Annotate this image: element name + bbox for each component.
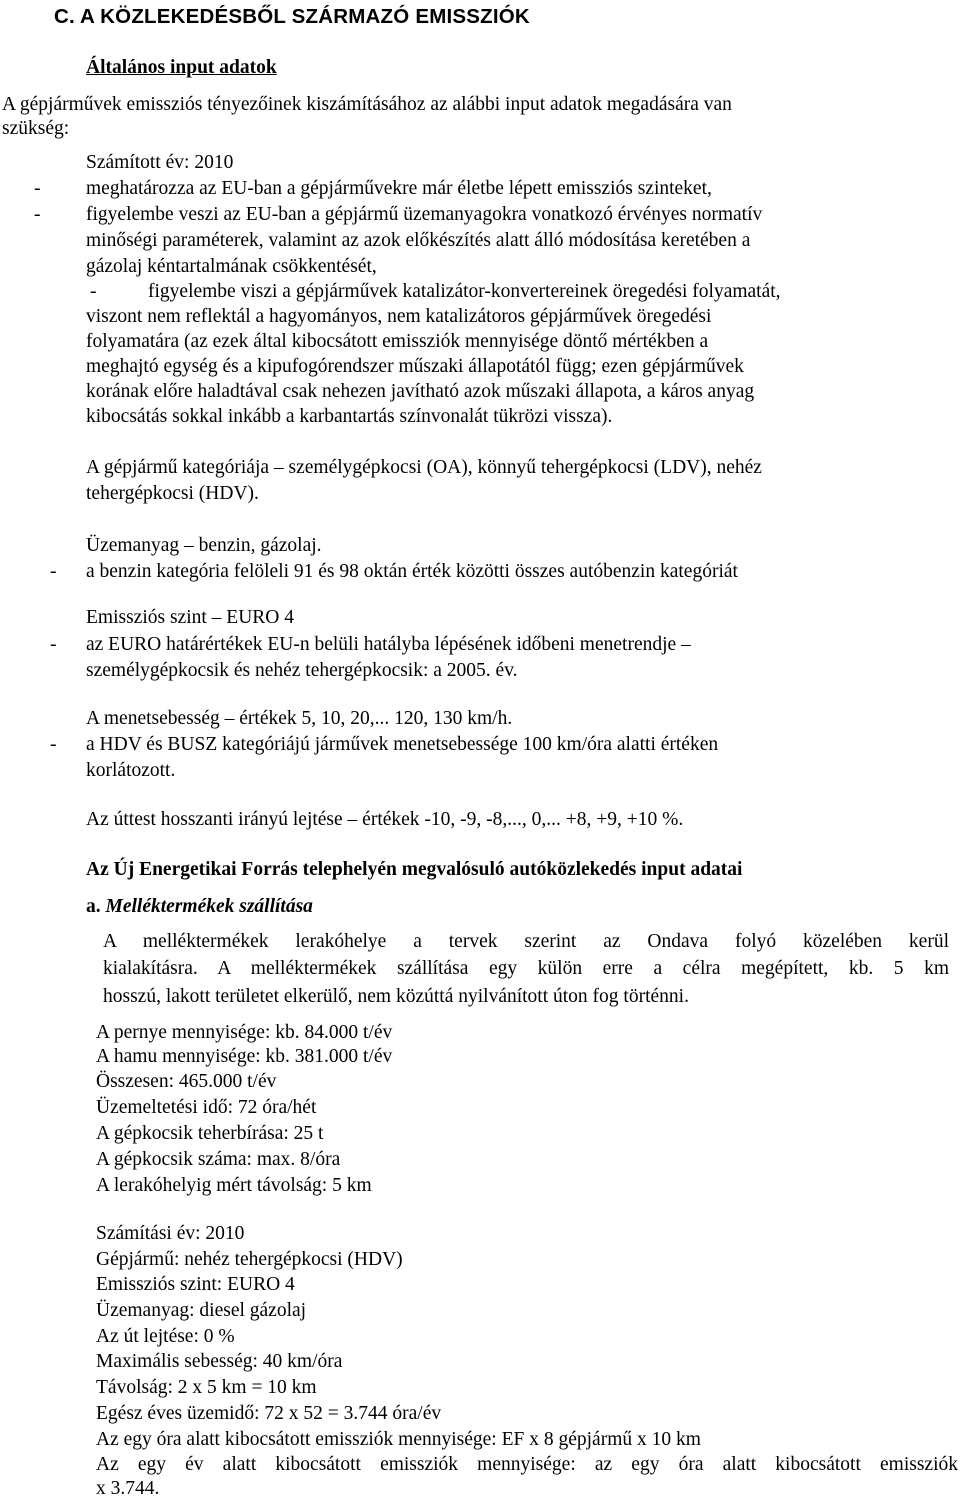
bullet-dash: -: [90, 281, 97, 302]
data-line: Távolság: 2 x 5 km = 10 km: [96, 1377, 317, 1398]
bullet-dash: -: [34, 178, 41, 199]
category-line-1: A gépjármű kategóriája – személygépkocsi (OA), könnyű tehergépkocsi (LDV), nehéz: [86, 457, 762, 478]
intro-line-1: A gépjárművek emissziós tényezőinek kiszámításához az alábbi input adatok megadására van: [2, 94, 732, 115]
bullet-text: minőségi paraméterek, valamint az azok előkészítés alatt álló módosítása keretében a: [86, 230, 751, 251]
data-line: A hamu mennyisége: kb. 381.000 t/év: [96, 1046, 393, 1067]
data-line: Maximális sebesség: 40 km/óra: [96, 1351, 343, 1372]
bullet-text: korlátozott.: [86, 760, 176, 781]
data-line: Összesen: 465.000 t/év: [96, 1071, 277, 1092]
bullet-text: a HDV és BUSZ kategóriájú járművek menetsebessége 100 km/óra alatti értéken: [86, 734, 719, 755]
data-line: Egész éves üzemidő: 72 x 52 = 3.744 óra/év: [96, 1403, 442, 1424]
data-line: Üzemanyag: diesel gázolaj: [96, 1300, 307, 1321]
category-line-2: tehergépkocsi (HDV).: [86, 483, 259, 504]
bullet-text: viszont nem reflektál a hagyományos, nem katalizátoros gépjárművek öregedési: [86, 306, 712, 327]
speed-line: A menetsebesség – értékek 5, 10, 20,... 120, 130 km/h.: [86, 708, 513, 729]
bullet-text: figyelembe viszi a gépjárművek katalizátor-konvertereinek öregedési folyamatát,: [148, 281, 781, 302]
calc-year: Számított év: 2010: [86, 152, 234, 173]
bullet-dash: -: [50, 561, 57, 582]
data-line: Az út lejtése: 0 %: [96, 1326, 235, 1347]
paragraph-line-1: A melléktermékek lerakóhelye a tervek szerint az Ondava folyó közelében kerül: [103, 931, 949, 952]
section-subtitle: Általános input adatok: [86, 57, 277, 78]
slope-line: Az úttest hosszanti irányú lejtése – értékek -10, -9, -8,..., 0,... +8, +9, +10 %.: [86, 809, 684, 830]
bullet-text: az EURO határértékek EU-n belüli hatályba lépésének időbeni menetrendje –: [86, 634, 691, 655]
data-line: Emissziós szint: EURO 4: [96, 1274, 295, 1295]
data-line: Gépjármű: nehéz tehergépkocsi (HDV): [96, 1249, 403, 1270]
data-line: A lerakóhelyig mért távolság: 5 km: [96, 1175, 372, 1196]
bullet-text: kibocsátás sokkal inkább a karbantartás színvonalát tükrözi vissza).: [86, 406, 613, 427]
subsection-heading: [86, 894, 313, 920]
bullet-text: meghatározza az EU-ban a gépjárművekre már életbe lépett emissziós szinteket,: [86, 178, 712, 199]
section-title: C. A KÖZLEKEDÉSBŐL SZÁRMAZÓ EMISSZIÓK: [54, 5, 530, 28]
data-line: A gépkocsik teherbírása: 25 t: [96, 1123, 324, 1144]
bullet-text: a benzin kategória felöleli 91 és 98 oktán érték közötti összes autóbenzin kategóriát: [86, 561, 738, 582]
data-line: A gépkocsik száma: max. 8/óra: [96, 1149, 341, 1170]
data-line: Számítási év: 2010: [96, 1223, 245, 1244]
paragraph-line-3: hosszú, lakott területet elkerülő, nem közúttá nyilvánított úton fog történni.: [103, 986, 689, 1007]
bullet-text: korának előre haladtával csak nehezen javítható azok műszaki állapota, a káros anyag: [86, 381, 755, 402]
paragraph-line-2: kialakításra. A melléktermékek szállítása egy külön erre a célra megépített, kb. 5 km: [103, 958, 949, 979]
bullet-text: meghajtó egység és a kipufogórendszer műszaki állapotától függ; ezen gépjárművek: [86, 356, 744, 377]
bullet-text: gázolaj kéntartalmának csökkentését,: [86, 256, 377, 277]
data-line: x 3.744.: [96, 1478, 160, 1499]
subsection-title: Melléktermékek szállítása: [105, 896, 313, 917]
bullet-text: folyamatára (az ezek által kibocsátott emissziók mennyisége döntő mértékben a: [86, 331, 709, 352]
data-line: Az egy év alatt kibocsátott emissziók mennyisége: az egy óra alatt kibocsátott emissziók: [96, 1454, 958, 1475]
data-line: Üzemeltetési idő: 72 óra/hét: [96, 1097, 317, 1118]
bullet-dash: -: [50, 734, 57, 755]
emission-level-line: Emissziós szint – EURO 4: [86, 607, 294, 628]
data-line: Az egy óra alatt kibocsátott emissziók mennyisége: EF x 8 gépjármű x 10 km: [96, 1429, 701, 1450]
intro-line-2: szükség:: [2, 118, 70, 139]
bullet-dash: -: [34, 204, 41, 225]
data-line: A pernye mennyisége: kb. 84.000 t/év: [96, 1022, 393, 1043]
bullet-text: figyelembe veszi az EU-ban a gépjármű üzemanyagokra vonatkozó érvényes normatív: [86, 204, 763, 225]
fuel-line: Üzemanyag – benzin, gázolaj.: [86, 535, 322, 556]
subsection-prefix: a.: [86, 896, 101, 917]
bullet-dash: -: [50, 634, 57, 655]
section-heading: Az Új Energetikai Forrás telephelyén megvalósuló autóközlekedés input adatai: [86, 859, 743, 880]
bullet-text: személygépkocsik és nehéz tehergépkocsik: a 2005. év.: [86, 660, 518, 681]
